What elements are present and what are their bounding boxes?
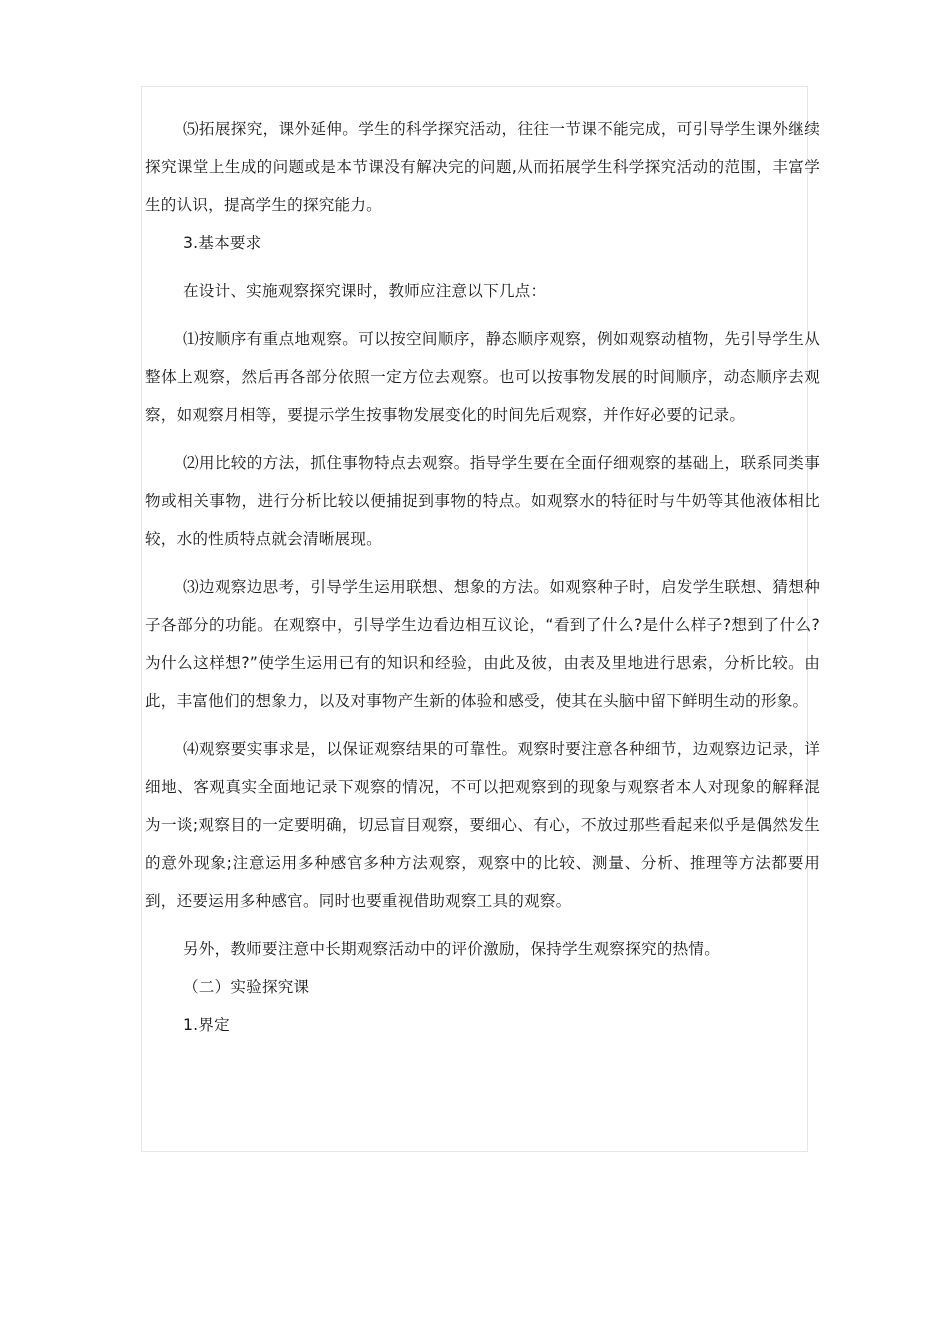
section-heading-experiment-class: （二）实验探究课 (183, 978, 310, 996)
paragraph-point-4: ⑷观察要实事求是，以保证观察结果的可靠性。观察时要注意各种细节，边观察边记录，详细地、客观真实全面地记录下观察的情况，不可以把观察到的现象与观察者本人对现象的解释混为一谈;观察目的一定要明确，切忌盲目观察，要细心、有心，不放过那些看起来似乎是偶然发生的意外现象;注意运用多种感官多种方法观察，观察中的比较、测量、分析、推理等方法都要用到，还要运用多种感官。同时也要重视借助观察工具的观察。 (145, 740, 820, 910)
section-heading-definition: 1.界定 (183, 1016, 230, 1034)
section-heading-basic-requirements: 3.基本要求 (183, 234, 262, 252)
paragraph-point-1: ⑴按顺序有重点地观察。可以按空间顺序，静态顺序观察，例如观察动植物，先引导学生从整体上观察，然后再各部分依照一定方位去观察。也可以按事物发展的时间顺序，动态顺序去观察，如观察月相等，要提示学生按事物发展变化的时间先后观察，并作好必要的记录。 (145, 330, 820, 424)
paragraph-extension-inquiry: ⑸拓展探究，课外延伸。学生的科学探究活动，往往一节课不能完成，可引导学生课外继续探究课堂上生成的问题或是本节课没有解决完的问题,从而拓展学生科学探究活动的范围，丰富学生的认识，提高学生的探究能力。 (145, 120, 820, 214)
paragraph-point-2: ⑵用比较的方法，抓住事物特点去观察。指导学生要在全面仔细观察的基础上，联系同类事物或相关事物，进行分析比较以便捕捉到事物的特点。如观察水的特征时与牛奶等其他液体相比较，水的性质特点就会清晰展现。 (145, 454, 820, 548)
document-body (145, 110, 820, 1044)
paragraph-intro-points: 在设计、实施观察探究课时，教师应注意以下几点： (183, 282, 547, 300)
paragraph-additional-note: 另外，教师要注意中长期观察活动中的评价激励，保持学生观察探究的热情。 (183, 940, 720, 958)
paragraph-point-3: ⑶边观察边思考，引导学生运用联想、想象的方法。如观察种子时，启发学生联想、猜想种子各部分的功能。在观察中，引导学生边看边相互议论，“看到了什么?是什么样子?想到了什么?为什么这样想?”使学生运用已有的知识和经验，由此及彼，由表及里地进行思索，分析比较。由此，丰富他们的想象力，以及对事物产生新的体验和感受，使其在头脑中留下鲜明生动的形象。 (145, 578, 820, 710)
